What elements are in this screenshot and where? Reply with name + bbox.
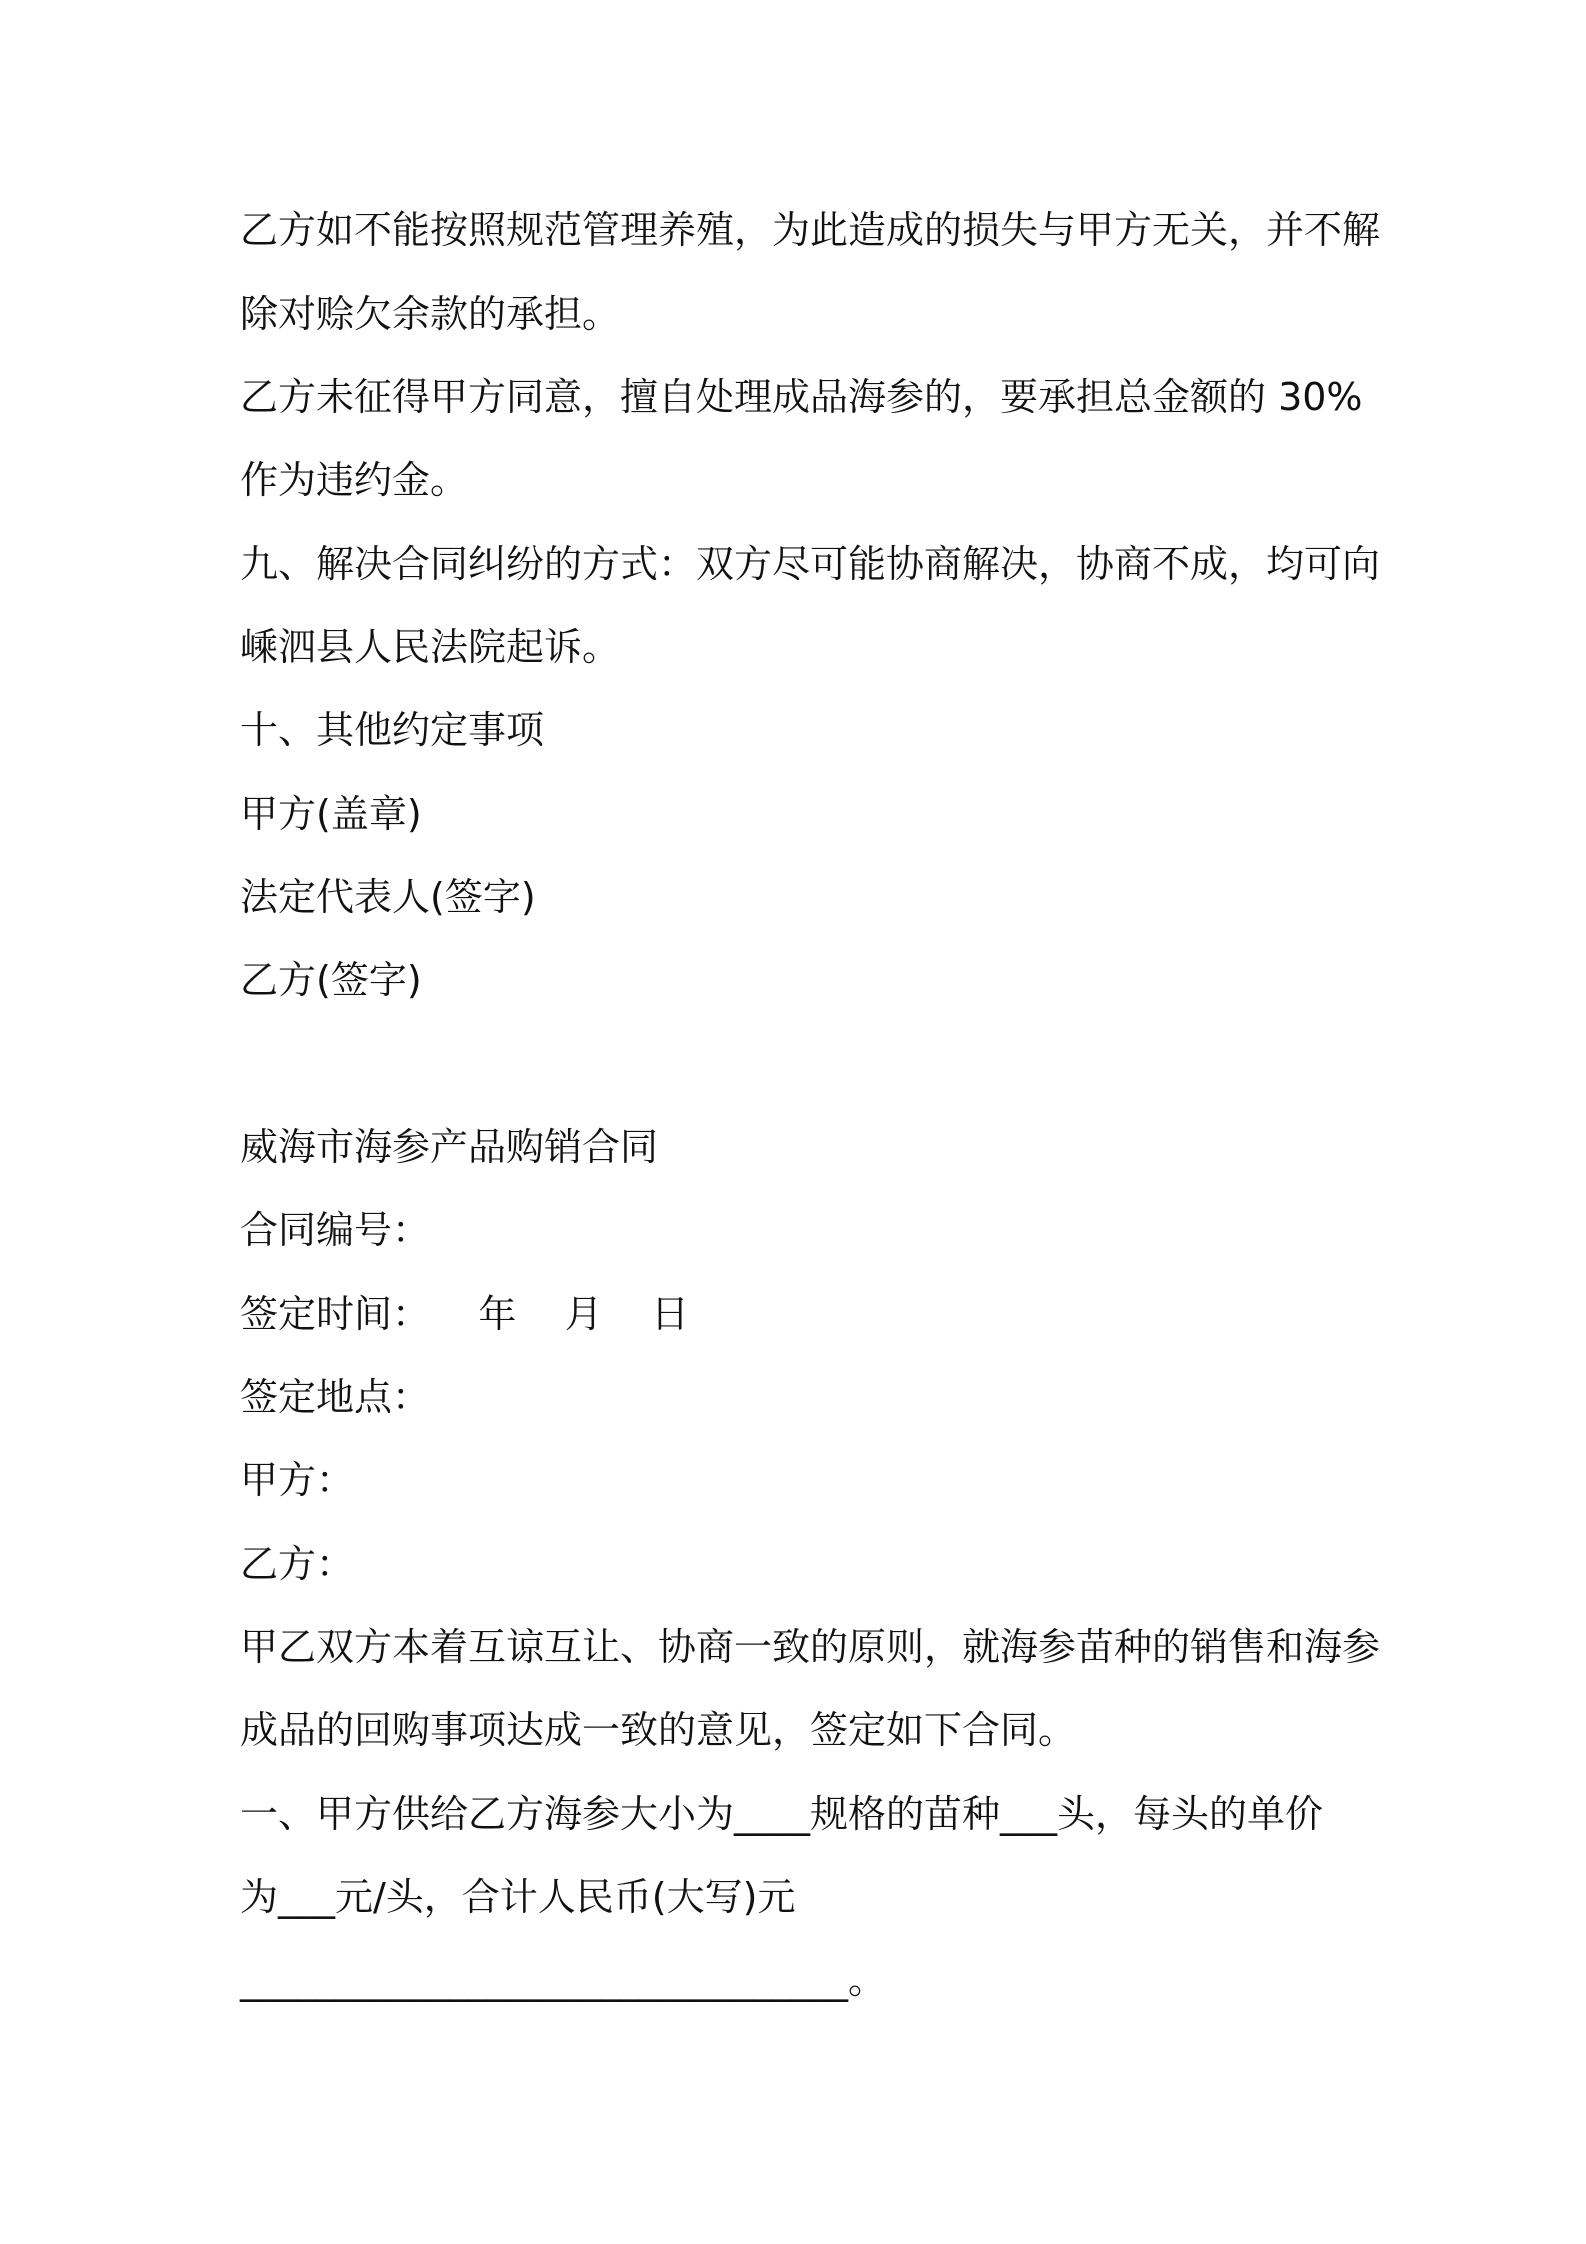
clause-9-line-2: 嵊泗县人民法院起诉。	[240, 625, 621, 669]
party-b-field: 乙方：	[240, 1542, 355, 1586]
clause-8-paragraph-2-line-2: 作为违约金。	[240, 458, 469, 502]
clause-9-line-1: 九、解决合同纠纷的方式：双方尽可能协商解决，协商不成，均可向	[240, 542, 1381, 586]
signing-date-field: 签定时间： 年 月 日	[240, 1292, 689, 1336]
party-b-signature-line: 乙方(签字)	[240, 958, 422, 1002]
preamble-line-1: 甲乙双方本着互谅互让、协商一致的原则，就海参苗种的销售和海参	[240, 1625, 1381, 1669]
contract-number-field: 合同编号：	[240, 1208, 431, 1252]
party-a-seal-line: 甲方(盖章)	[240, 792, 422, 836]
party-a-field: 甲方：	[240, 1458, 355, 1502]
signing-place-field: 签定地点：	[240, 1375, 431, 1419]
clause-1-line-1: 一、甲方供给乙方海参大小为____规格的苗种___头，每头的单价	[240, 1792, 1324, 1836]
contract-title: 威海市海参产品购销合同	[240, 1125, 659, 1169]
legal-representative-line: 法定代表人(签字)	[240, 875, 536, 919]
clause-10-heading: 十、其他约定事项	[240, 708, 545, 752]
clause-8-paragraph-1-line-1: 乙方如不能按照规范管理养殖，为此造成的损失与甲方无关，并不解	[240, 208, 1381, 252]
clause-8-paragraph-1-line-2: 除对赊欠余款的承担。	[240, 292, 621, 336]
clause-8-paragraph-2-line-1: 乙方未征得甲方同意，擅自处理成品海参的，要承担总金额的 30%	[240, 375, 1363, 419]
clause-1-blank-line: ________________________________。	[240, 1958, 887, 2002]
clause-1-line-2: 为___元/头，合计人民币(大写)元	[240, 1875, 796, 1919]
preamble-line-2: 成品的回购事项达成一致的意见，签定如下合同。	[240, 1708, 1077, 1752]
